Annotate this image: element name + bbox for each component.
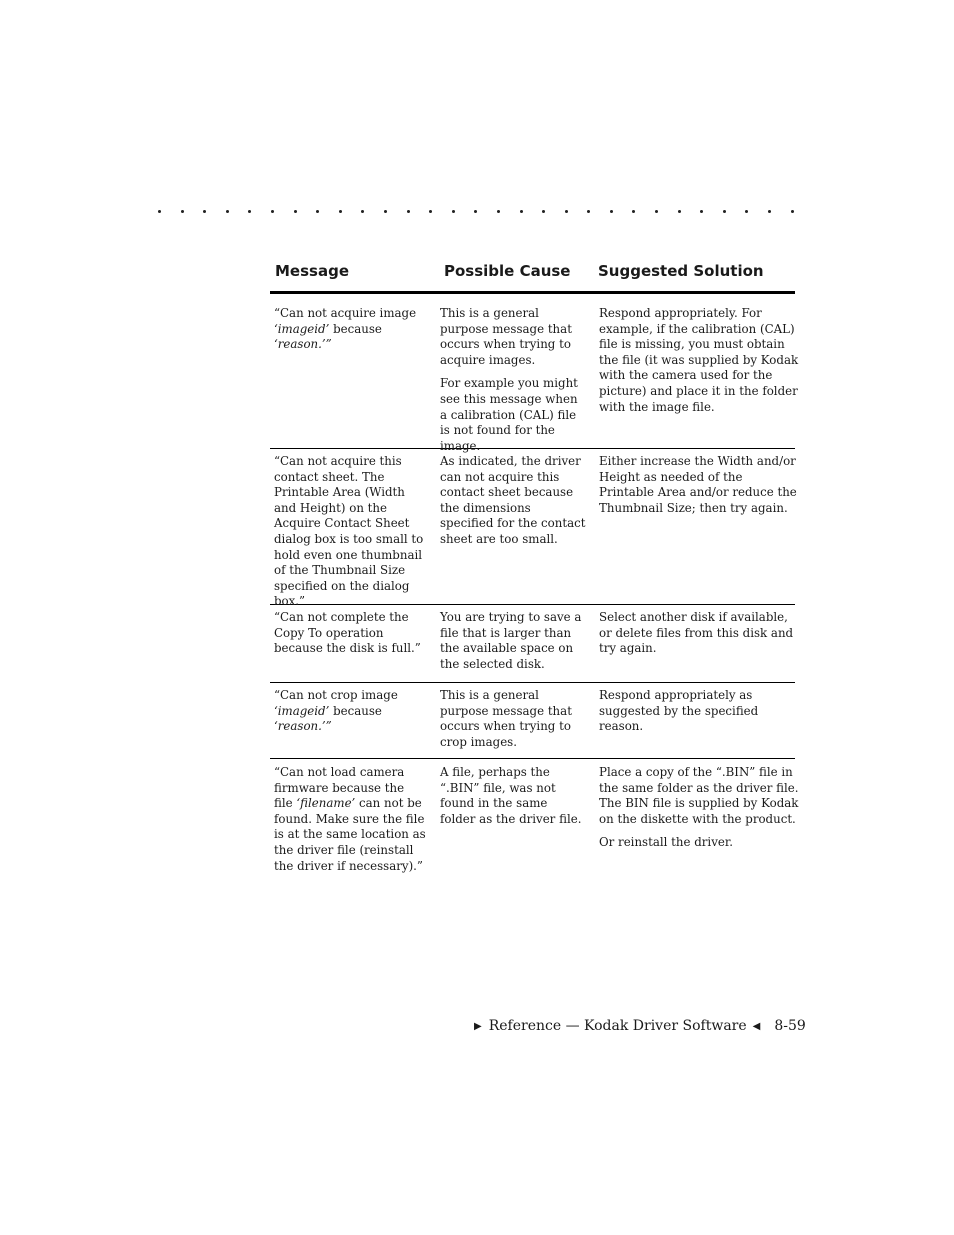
message-text: can not be found. Make sure the file is at the same location as the driver file (reinstall the driver if necessary).”	[274, 796, 426, 873]
rule-dot	[520, 210, 523, 213]
message-text: “Can not complete the Copy To operation because the disk is full.”	[274, 610, 421, 656]
page-number: 8-59	[774, 1018, 806, 1034]
rule-dot	[452, 210, 455, 213]
rule-dot	[632, 210, 635, 213]
rule-dot	[384, 210, 387, 213]
rule-dot	[655, 210, 658, 213]
rule-dot	[429, 210, 432, 213]
message-text: “Can not crop image	[274, 688, 398, 702]
table-header	[270, 259, 795, 294]
message-variable: ‘reason.’”	[274, 719, 332, 734]
rule-dot	[294, 210, 297, 213]
table-row	[270, 306, 799, 453]
rule-dot	[610, 210, 613, 213]
solution-text: Place a copy of the “.BIN” file in the same folder as the driver file. The BIN file is supplied by Kodak on the diskette with the product.	[599, 765, 799, 826]
page-footer	[474, 1016, 806, 1036]
rule-dot	[700, 210, 703, 213]
message-cell	[274, 306, 426, 353]
message-text: “Can not acquire image	[274, 306, 417, 320]
solution-text: Either increase the Width and/or Height as needed of the Printable Area and/or reduce the Thumbnail Size; then try again.	[599, 454, 797, 515]
cause-cell	[440, 610, 586, 680]
table-row	[270, 765, 799, 885]
rule-dot	[407, 210, 410, 213]
message-text: because	[329, 321, 382, 336]
rule-dot	[791, 210, 794, 213]
rule-dot	[203, 210, 206, 213]
triangle-left-icon: ◀	[752, 1020, 761, 1032]
header-suggested-solution: Suggested Solution	[598, 262, 764, 280]
message-text: “Can not load camera firmware because the file	[274, 765, 405, 811]
message-text: because	[329, 703, 382, 718]
cause-cell	[440, 306, 586, 462]
solution-cell	[599, 454, 799, 524]
rule-dot	[181, 210, 184, 213]
cause-text: As indicated, the driver can not acquire this contact sheet because the dimensions specified for the contact sheet are too small.	[440, 454, 586, 546]
cause-text: This is a general purpose message that occurs when trying to acquire images.	[440, 306, 572, 367]
table-row	[270, 688, 795, 759]
rule-dot	[474, 210, 477, 213]
solution-cell	[599, 765, 799, 859]
solution-text: Select another disk if available, or delete files from this disk and try again.	[599, 610, 794, 656]
solution-cell	[599, 688, 799, 743]
solution-cell	[599, 306, 799, 423]
rule-dot	[158, 210, 161, 213]
table-row	[270, 454, 797, 609]
rule-dot	[678, 210, 681, 213]
cause-text: For example you might see this message when a calibration (CAL) file is not found for the image.	[440, 376, 578, 453]
rule-dot	[248, 210, 251, 213]
cause-cell	[440, 765, 586, 835]
footer-title: Reference — Kodak Driver Software	[488, 1018, 747, 1034]
table-row	[270, 610, 795, 683]
rule-dot	[316, 210, 319, 213]
message-variable: ‘imageid’	[274, 321, 330, 336]
rule-dot	[339, 210, 342, 213]
cause-cell	[440, 688, 586, 758]
cause-text: A file, perhaps the “.BIN” file, was not found in the same folder as the driver file.	[440, 765, 582, 826]
message-variable: ‘imageid’	[274, 703, 330, 718]
message-text: “Can not acquire this contact sheet. The Printable Area (Width and Height) on the Acquire Contact Sheet dialog box is too small to hold even one thumbnail of the Thumbnail Size specified on the dialog box.”	[274, 454, 424, 609]
rule-dot	[768, 210, 771, 213]
message-cell	[274, 765, 426, 874]
triangle-right-icon: ▶	[474, 1020, 482, 1032]
rule-dot	[542, 210, 545, 213]
message-variable: ‘reason.’”	[274, 337, 332, 352]
solution-text: Respond appropriately. For example, if the calibration (CAL) file is missing, you must obtain the file (it was supplied by Kodak with the camera used for the picture) and place it in the folder with the image file.	[599, 306, 799, 414]
rule-dot	[361, 210, 364, 213]
message-cell	[274, 610, 426, 657]
message-cell	[274, 688, 426, 735]
rule-dot	[565, 210, 568, 213]
rule-dot	[587, 210, 590, 213]
rule-dot	[745, 210, 748, 213]
cause-text: You are trying to save a file that is larger than the available space on the selected disk.	[440, 610, 582, 671]
rule-dot	[271, 210, 274, 213]
solution-text: Or reinstall the driver.	[599, 835, 733, 850]
rule-dot	[723, 210, 726, 213]
solution-text: Respond appropriately as suggested by the specified reason.	[599, 688, 759, 734]
message-variable: ‘filename’	[296, 796, 356, 811]
message-cell	[274, 454, 426, 610]
rule-dot	[226, 210, 229, 213]
header-message: Message	[275, 262, 349, 280]
header-possible-cause: Possible Cause	[444, 262, 571, 280]
dotted-rule	[158, 203, 794, 219]
cause-cell	[440, 454, 586, 556]
cause-text: This is a general purpose message that occurs when trying to crop images.	[440, 688, 572, 749]
rule-dot	[497, 210, 500, 213]
solution-cell	[599, 610, 799, 665]
